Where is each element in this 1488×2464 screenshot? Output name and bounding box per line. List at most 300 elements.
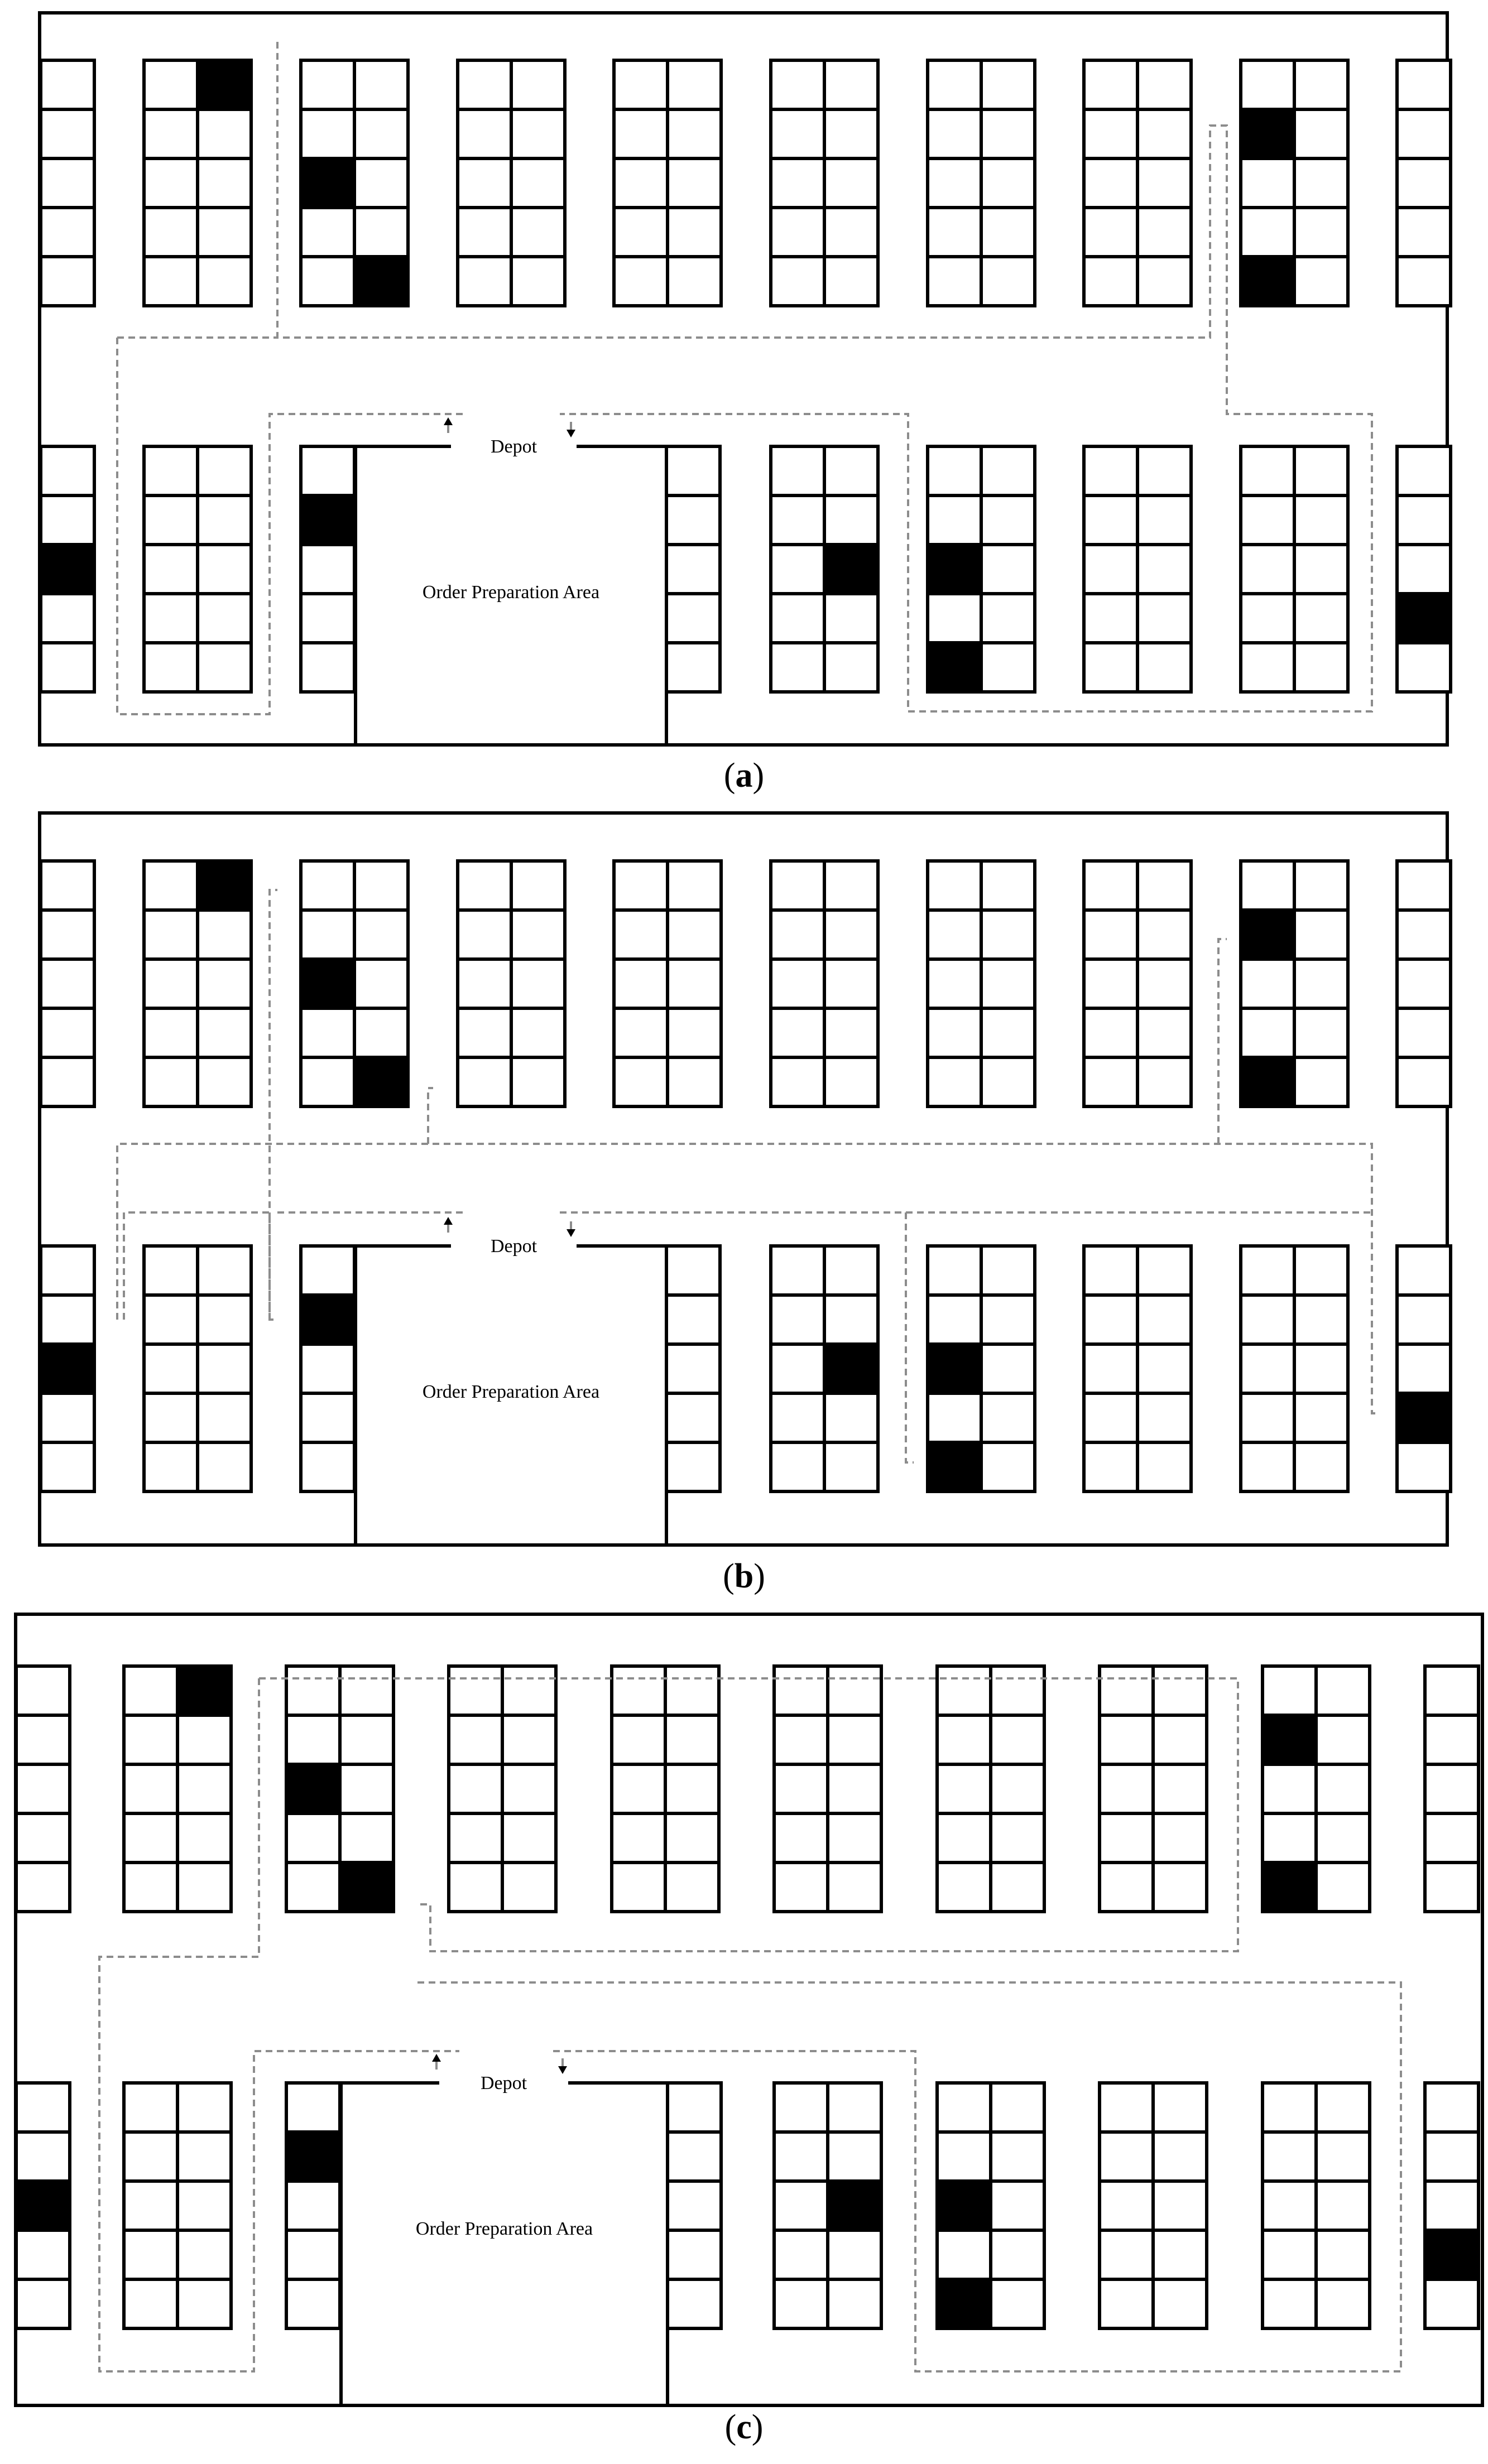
storage-slot bbox=[937, 1813, 991, 1863]
storage-slot bbox=[1137, 208, 1191, 257]
storage-slot bbox=[928, 158, 981, 208]
storage-slot bbox=[928, 1246, 981, 1295]
storage-slot bbox=[1397, 910, 1451, 959]
storage-slot bbox=[301, 594, 354, 643]
storage-slot bbox=[937, 2230, 991, 2279]
storage-slot bbox=[177, 1813, 231, 1863]
panel-caption: (a) bbox=[723, 757, 765, 795]
rack-top-6 bbox=[771, 60, 878, 306]
storage-slot bbox=[1294, 109, 1348, 158]
storage-slot bbox=[1153, 2083, 1207, 2132]
pick-location bbox=[16, 2181, 70, 2230]
storage-slot bbox=[1425, 2181, 1479, 2230]
storage-slot bbox=[828, 2230, 881, 2279]
storage-slot bbox=[774, 2083, 828, 2132]
arrow-down-icon bbox=[567, 1229, 575, 1237]
storage-slot bbox=[824, 1008, 878, 1057]
storage-slot bbox=[177, 2083, 231, 2132]
storage-slot bbox=[458, 158, 511, 208]
storage-slot bbox=[668, 1057, 721, 1106]
storage-slot bbox=[354, 158, 408, 208]
storage-slot bbox=[1100, 2083, 1153, 2132]
storage-slot bbox=[991, 2279, 1044, 2328]
pick-location bbox=[937, 2279, 991, 2328]
storage-slot bbox=[1294, 861, 1348, 910]
storage-slot bbox=[1137, 1008, 1191, 1057]
storage-slot bbox=[1397, 643, 1451, 692]
storage-slot bbox=[1153, 1863, 1207, 1912]
rack-top-8 bbox=[1084, 861, 1191, 1106]
storage-slot bbox=[144, 1246, 198, 1295]
storage-slot bbox=[1241, 1008, 1294, 1057]
rack-bottom-1 bbox=[41, 1246, 94, 1491]
storage-slot bbox=[301, 446, 354, 495]
panel-c bbox=[16, 1614, 1482, 2446]
storage-slot bbox=[666, 594, 720, 643]
storage-slot bbox=[1153, 2230, 1207, 2279]
rack-top-10 bbox=[1397, 861, 1451, 1106]
storage-slot bbox=[301, 60, 354, 109]
storage-slot bbox=[177, 2230, 231, 2279]
storage-slot bbox=[1241, 1442, 1294, 1491]
rack-bottom-10 bbox=[1425, 2083, 1479, 2328]
rack-top-7 bbox=[928, 60, 1035, 306]
storage-slot bbox=[41, 1008, 94, 1057]
storage-slot bbox=[41, 1295, 94, 1344]
storage-slot bbox=[177, 1863, 231, 1912]
storage-slot bbox=[1084, 495, 1137, 545]
storage-slot bbox=[1241, 594, 1294, 643]
storage-slot bbox=[1084, 959, 1137, 1008]
storage-slot bbox=[824, 208, 878, 257]
storage-slot bbox=[1084, 60, 1137, 109]
storage-slot bbox=[1153, 2132, 1207, 2181]
storage-slot bbox=[824, 60, 878, 109]
storage-slot bbox=[144, 1393, 198, 1442]
panel-caption: (b) bbox=[723, 1557, 765, 1595]
storage-slot bbox=[1084, 109, 1137, 158]
storage-slot bbox=[144, 594, 198, 643]
storage-slot bbox=[144, 910, 198, 959]
depot-label: Depot bbox=[490, 1236, 537, 1257]
storage-slot bbox=[928, 1008, 981, 1057]
rack-bottom-6 bbox=[774, 2083, 881, 2328]
storage-slot bbox=[928, 594, 981, 643]
storage-slot bbox=[301, 1344, 354, 1393]
storage-slot bbox=[771, 1344, 824, 1393]
storage-slot bbox=[198, 1344, 251, 1393]
storage-slot bbox=[1425, 2279, 1479, 2328]
storage-slot bbox=[1294, 158, 1348, 208]
storage-slot bbox=[144, 1008, 198, 1057]
storage-slot bbox=[41, 208, 94, 257]
storage-slot bbox=[1425, 1813, 1479, 1863]
storage-slot bbox=[1084, 545, 1137, 594]
storage-slot bbox=[124, 1863, 177, 1912]
arrow-down-icon bbox=[567, 430, 575, 437]
pick-location bbox=[1397, 594, 1451, 643]
storage-slot bbox=[774, 2181, 828, 2230]
pick-location bbox=[1241, 910, 1294, 959]
storage-slot bbox=[928, 910, 981, 959]
storage-slot bbox=[666, 446, 720, 495]
storage-slot bbox=[981, 60, 1035, 109]
storage-slot bbox=[614, 109, 668, 158]
storage-slot bbox=[666, 1442, 720, 1491]
storage-slot bbox=[1084, 643, 1137, 692]
storage-slot bbox=[1263, 2181, 1316, 2230]
storage-slot bbox=[1241, 1393, 1294, 1442]
storage-slot bbox=[1294, 1246, 1348, 1295]
pick-location bbox=[937, 2181, 991, 2230]
storage-slot bbox=[991, 1764, 1044, 1813]
storage-slot bbox=[1397, 60, 1451, 109]
storage-slot bbox=[774, 1715, 828, 1764]
storage-slot bbox=[666, 1295, 720, 1344]
storage-slot bbox=[981, 109, 1035, 158]
storage-slot bbox=[1397, 1295, 1451, 1344]
storage-slot bbox=[41, 257, 94, 306]
storage-slot bbox=[1425, 1715, 1479, 1764]
storage-slot bbox=[1316, 1764, 1370, 1813]
storage-slot bbox=[1263, 2230, 1316, 2279]
storage-slot bbox=[928, 446, 981, 495]
storage-slot bbox=[1397, 158, 1451, 208]
storage-slot bbox=[198, 545, 251, 594]
storage-slot bbox=[937, 1764, 991, 1813]
storage-slot bbox=[124, 2279, 177, 2328]
storage-slot bbox=[1316, 2230, 1370, 2279]
rack-top-2 bbox=[124, 1666, 231, 1912]
storage-slot bbox=[124, 2132, 177, 2181]
storage-slot bbox=[458, 208, 511, 257]
storage-slot bbox=[301, 257, 354, 306]
storage-slot bbox=[177, 1715, 231, 1764]
storage-slot bbox=[198, 1393, 251, 1442]
storage-slot bbox=[981, 545, 1035, 594]
rack-bottom-7 bbox=[937, 2083, 1044, 2328]
storage-slot bbox=[981, 643, 1035, 692]
pick-location bbox=[1241, 109, 1294, 158]
storage-slot bbox=[981, 208, 1035, 257]
storage-slot bbox=[511, 158, 565, 208]
storage-slot bbox=[198, 257, 251, 306]
storage-slot bbox=[1137, 1295, 1191, 1344]
storage-slot bbox=[1137, 1057, 1191, 1106]
storage-slot bbox=[458, 861, 511, 910]
storage-slot bbox=[286, 2279, 340, 2328]
depot-label: Depot bbox=[480, 2073, 527, 2094]
storage-slot bbox=[928, 1057, 981, 1106]
storage-slot bbox=[1316, 2181, 1370, 2230]
storage-slot bbox=[1294, 1295, 1348, 1344]
storage-slot bbox=[1294, 1393, 1348, 1442]
storage-slot bbox=[41, 910, 94, 959]
storage-slot bbox=[1425, 1666, 1479, 1715]
arrow-up-icon bbox=[444, 417, 453, 425]
pick-location bbox=[824, 545, 878, 594]
storage-slot bbox=[198, 1295, 251, 1344]
rack-bottom-8 bbox=[1084, 446, 1191, 692]
storage-slot bbox=[16, 1813, 70, 1863]
storage-slot bbox=[41, 1246, 94, 1295]
storage-slot bbox=[1294, 1344, 1348, 1393]
storage-slot bbox=[1084, 257, 1137, 306]
storage-slot bbox=[1137, 861, 1191, 910]
storage-slot bbox=[1084, 1295, 1137, 1344]
storage-slot bbox=[771, 257, 824, 306]
rack-bottom-10 bbox=[1397, 446, 1451, 692]
storage-slot bbox=[981, 1393, 1035, 1442]
storage-slot bbox=[828, 1863, 881, 1912]
storage-slot bbox=[198, 158, 251, 208]
pick-location bbox=[828, 2181, 881, 2230]
storage-slot bbox=[41, 594, 94, 643]
storage-slot bbox=[824, 861, 878, 910]
storage-slot bbox=[665, 1715, 719, 1764]
storage-slot bbox=[1084, 1344, 1137, 1393]
rack-bottom-3 bbox=[301, 1246, 354, 1491]
storage-slot bbox=[144, 60, 198, 109]
storage-slot bbox=[666, 545, 720, 594]
rack-bottom-3 bbox=[301, 446, 354, 692]
storage-slot bbox=[301, 1008, 354, 1057]
rack-bottom-2 bbox=[144, 446, 251, 692]
storage-slot bbox=[1137, 158, 1191, 208]
storage-slot bbox=[824, 959, 878, 1008]
pick-location bbox=[1263, 1715, 1316, 1764]
storage-slot bbox=[1084, 1246, 1137, 1295]
rack-bottom-6 bbox=[771, 1246, 878, 1491]
pick-location bbox=[824, 1344, 878, 1393]
storage-slot bbox=[771, 1246, 824, 1295]
storage-slot bbox=[614, 959, 668, 1008]
storage-slot bbox=[771, 1442, 824, 1491]
storage-slot bbox=[1397, 861, 1451, 910]
storage-slot bbox=[928, 1393, 981, 1442]
storage-slot bbox=[144, 959, 198, 1008]
storage-slot bbox=[1100, 1764, 1153, 1813]
storage-slot bbox=[928, 495, 981, 545]
storage-slot bbox=[612, 1863, 665, 1912]
route-segment bbox=[417, 1982, 1401, 2371]
storage-slot bbox=[354, 60, 408, 109]
storage-slot bbox=[41, 109, 94, 158]
storage-slot bbox=[774, 1863, 828, 1912]
rack-top-5 bbox=[614, 861, 721, 1106]
storage-slot bbox=[41, 643, 94, 692]
storage-slot bbox=[1241, 446, 1294, 495]
storage-slot bbox=[1241, 60, 1294, 109]
route-segment bbox=[259, 1678, 1238, 1951]
storage-slot bbox=[144, 109, 198, 158]
storage-slot bbox=[340, 1666, 393, 1715]
storage-slot bbox=[1241, 545, 1294, 594]
storage-slot bbox=[354, 959, 408, 1008]
storage-slot bbox=[1084, 158, 1137, 208]
storage-slot bbox=[286, 2230, 340, 2279]
storage-slot bbox=[1137, 446, 1191, 495]
rack-bottom-1 bbox=[41, 446, 94, 692]
storage-slot bbox=[1153, 1764, 1207, 1813]
storage-slot bbox=[1137, 1393, 1191, 1442]
storage-slot bbox=[1241, 1344, 1294, 1393]
rack-bottom-5 bbox=[668, 2083, 721, 2328]
storage-slot bbox=[1153, 2181, 1207, 2230]
storage-slot bbox=[981, 1246, 1035, 1295]
arrow-down-icon bbox=[558, 2066, 567, 2074]
storage-slot bbox=[1316, 2083, 1370, 2132]
storage-slot bbox=[928, 861, 981, 910]
storage-slot bbox=[1294, 60, 1348, 109]
storage-slot bbox=[828, 2083, 881, 2132]
storage-slot bbox=[1397, 1246, 1451, 1295]
storage-slot bbox=[301, 208, 354, 257]
storage-slot bbox=[177, 1764, 231, 1813]
storage-slot bbox=[1153, 1813, 1207, 1863]
route-segment bbox=[428, 1088, 433, 1144]
storage-slot bbox=[449, 1666, 502, 1715]
storage-slot bbox=[1100, 1666, 1153, 1715]
storage-slot bbox=[1294, 208, 1348, 257]
storage-slot bbox=[937, 1863, 991, 1912]
storage-slot bbox=[991, 1863, 1044, 1912]
storage-slot bbox=[1316, 2132, 1370, 2181]
storage-slot bbox=[41, 861, 94, 910]
storage-slot bbox=[1397, 959, 1451, 1008]
storage-slot bbox=[458, 959, 511, 1008]
storage-slot bbox=[16, 2083, 70, 2132]
storage-slot bbox=[1137, 1442, 1191, 1491]
rack-bottom-5 bbox=[666, 1246, 720, 1491]
storage-slot bbox=[771, 1393, 824, 1442]
rack-top-8 bbox=[1100, 1666, 1207, 1912]
rack-bottom-7 bbox=[928, 446, 1035, 692]
storage-slot bbox=[824, 1295, 878, 1344]
storage-slot bbox=[41, 959, 94, 1008]
order-preparation-area bbox=[341, 2073, 668, 2405]
storage-slot bbox=[1100, 1813, 1153, 1863]
storage-slot bbox=[41, 495, 94, 545]
storage-slot bbox=[614, 158, 668, 208]
storage-slot bbox=[354, 1008, 408, 1057]
pick-location bbox=[1241, 257, 1294, 306]
storage-slot bbox=[124, 2230, 177, 2279]
storage-slot bbox=[502, 1813, 556, 1863]
area-label: Order Preparation Area bbox=[422, 582, 600, 603]
storage-slot bbox=[449, 1764, 502, 1813]
storage-slot bbox=[124, 2181, 177, 2230]
storage-slot bbox=[286, 1813, 340, 1863]
storage-slot bbox=[1100, 1715, 1153, 1764]
storage-slot bbox=[991, 1813, 1044, 1863]
depot-label: Depot bbox=[490, 436, 537, 457]
storage-slot bbox=[1263, 2132, 1316, 2181]
storage-slot bbox=[1084, 910, 1137, 959]
storage-slot bbox=[301, 910, 354, 959]
rack-top-2 bbox=[144, 861, 251, 1106]
pick-location bbox=[177, 1666, 231, 1715]
rack-top-7 bbox=[937, 1666, 1044, 1912]
route-segment bbox=[1218, 939, 1227, 1144]
pick-location bbox=[286, 1764, 340, 1813]
storage-slot bbox=[458, 910, 511, 959]
storage-slot bbox=[774, 1813, 828, 1863]
storage-slot bbox=[1100, 2181, 1153, 2230]
storage-slot bbox=[937, 2083, 991, 2132]
storage-slot bbox=[1425, 2083, 1479, 2132]
storage-slot bbox=[1397, 109, 1451, 158]
pick-location bbox=[41, 1344, 94, 1393]
rack-top-5 bbox=[614, 60, 721, 306]
storage-slot bbox=[771, 545, 824, 594]
storage-slot bbox=[1137, 1246, 1191, 1295]
storage-slot bbox=[981, 959, 1035, 1008]
storage-slot bbox=[981, 1344, 1035, 1393]
storage-slot bbox=[981, 257, 1035, 306]
storage-slot bbox=[144, 643, 198, 692]
storage-slot bbox=[1137, 495, 1191, 545]
storage-slot bbox=[144, 1344, 198, 1393]
storage-slot bbox=[828, 1813, 881, 1863]
storage-slot bbox=[991, 2083, 1044, 2132]
storage-slot bbox=[1294, 1442, 1348, 1491]
storage-slot bbox=[1397, 208, 1451, 257]
arrow-up-icon bbox=[432, 2054, 441, 2062]
storage-slot bbox=[771, 1057, 824, 1106]
storage-slot bbox=[1263, 1666, 1316, 1715]
storage-slot bbox=[991, 2230, 1044, 2279]
storage-slot bbox=[301, 1393, 354, 1442]
storage-slot bbox=[981, 495, 1035, 545]
storage-slot bbox=[1294, 1057, 1348, 1106]
storage-slot bbox=[981, 594, 1035, 643]
storage-slot bbox=[198, 1442, 251, 1491]
storage-slot bbox=[458, 60, 511, 109]
storage-slot bbox=[1241, 495, 1294, 545]
storage-slot bbox=[144, 208, 198, 257]
storage-slot bbox=[1397, 545, 1451, 594]
storage-slot bbox=[668, 2230, 721, 2279]
storage-slot bbox=[1241, 1246, 1294, 1295]
storage-slot bbox=[1294, 257, 1348, 306]
storage-slot bbox=[771, 109, 824, 158]
rack-top-9 bbox=[1241, 60, 1348, 306]
storage-slot bbox=[668, 2279, 721, 2328]
storage-slot bbox=[991, 1666, 1044, 1715]
storage-slot bbox=[124, 1715, 177, 1764]
storage-slot bbox=[502, 1666, 556, 1715]
storage-slot bbox=[16, 1715, 70, 1764]
storage-slot bbox=[16, 2132, 70, 2181]
storage-slot bbox=[771, 446, 824, 495]
storage-slot bbox=[41, 1442, 94, 1491]
storage-slot bbox=[301, 109, 354, 158]
storage-slot bbox=[668, 2181, 721, 2230]
rack-top-8 bbox=[1084, 60, 1191, 306]
storage-slot bbox=[991, 2132, 1044, 2181]
storage-slot bbox=[668, 208, 721, 257]
storage-slot bbox=[668, 60, 721, 109]
storage-slot bbox=[16, 2279, 70, 2328]
storage-slot bbox=[1241, 158, 1294, 208]
storage-slot bbox=[354, 910, 408, 959]
rack-top-4 bbox=[458, 60, 565, 306]
storage-slot bbox=[824, 643, 878, 692]
storage-slot bbox=[1137, 910, 1191, 959]
storage-slot bbox=[1084, 208, 1137, 257]
storage-slot bbox=[771, 1295, 824, 1344]
